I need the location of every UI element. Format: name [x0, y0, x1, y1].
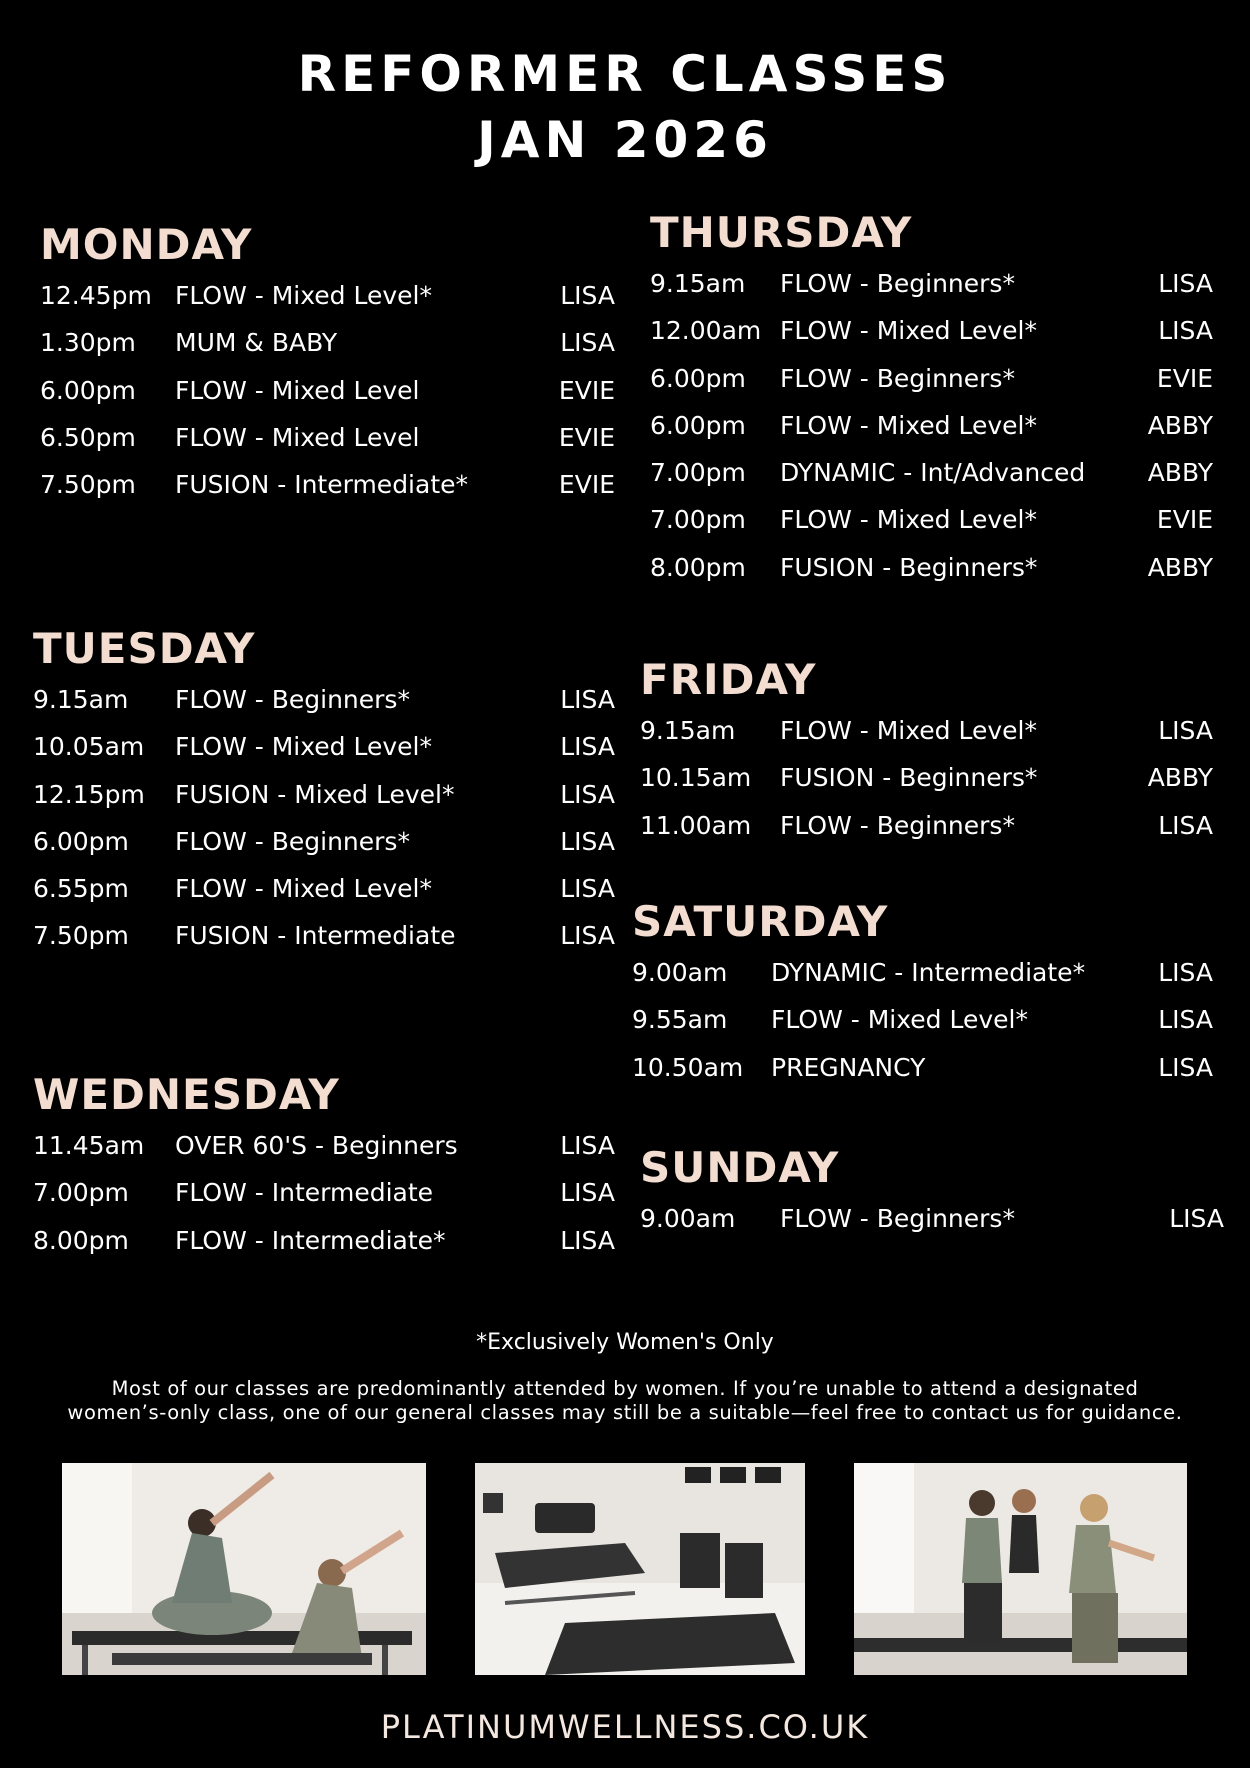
- day-monday: [40, 220, 615, 516]
- class-name: FLOW - Beginners*: [175, 826, 410, 856]
- day-tuesday: [33, 624, 615, 968]
- class-instructor: ABBY: [1147, 763, 1213, 793]
- day-name: THURSDAY: [650, 208, 913, 257]
- class-instructor: EVIE: [558, 470, 615, 500]
- day-thursday: [650, 208, 1213, 599]
- class-instructor: LISA: [560, 685, 615, 714]
- class-instructor: EVIE: [558, 422, 615, 452]
- pilates-side-stretch-photo: [62, 1463, 426, 1675]
- class-instructor: EVIE: [558, 375, 615, 405]
- class-instructor: ABBY: [1147, 552, 1213, 582]
- class-name: FUSION - Intermediate*: [175, 470, 469, 500]
- class-row: [650, 363, 1213, 410]
- class-instructor: LISA: [560, 1131, 615, 1160]
- class-instructor: LISA: [560, 328, 615, 358]
- class-time: 9.55am: [632, 1005, 728, 1035]
- class-name: FLOW - Mixed Level*: [780, 505, 1037, 535]
- class-name: PREGNANCY: [771, 1052, 926, 1082]
- class-name: FLOW - Mixed Level*: [175, 281, 432, 310]
- class-instructor: LISA: [560, 921, 615, 951]
- class-time: 8.00pm: [33, 1225, 129, 1255]
- class-time: 12.15pm: [33, 779, 145, 809]
- class-row: [33, 731, 615, 778]
- class-time: 1.30pm: [40, 328, 136, 358]
- class-instructor: LISA: [560, 874, 615, 904]
- class-row: [33, 873, 615, 920]
- class-row: [33, 920, 615, 967]
- class-instructor: LISA: [1169, 1204, 1224, 1233]
- class-time: 12.45pm: [40, 281, 152, 310]
- class-row: [33, 684, 615, 731]
- day-name: WEDNESDAY: [33, 1070, 340, 1119]
- class-name: FLOW - Mixed Level*: [780, 716, 1037, 745]
- day-friday: [640, 655, 1213, 857]
- class-row: [640, 1203, 1224, 1250]
- class-time: 8.00pm: [650, 552, 746, 582]
- disclaimer-text: Most of our classes are predominantly attended by women. If you’re unable to attend a designated women’s-only class, one of our general classes may still be a suitable—feel free to contact us for guidance.: [67, 1377, 1183, 1424]
- day-wednesday: [33, 1070, 615, 1272]
- class-time: 9.00am: [640, 1204, 736, 1233]
- class-instructor: ABBY: [1147, 458, 1213, 488]
- class-instructor: LISA: [560, 732, 615, 762]
- class-time: 9.15am: [650, 269, 746, 298]
- class-name: FLOW - Mixed Level: [175, 375, 420, 405]
- class-instructor: ABBY: [1147, 410, 1213, 440]
- class-name: DYNAMIC - Intermediate*: [771, 958, 1086, 987]
- class-row: [650, 315, 1213, 362]
- class-instructor: LISA: [560, 281, 615, 310]
- class-time: 6.00pm: [33, 826, 129, 856]
- class-row: [650, 410, 1213, 457]
- class-name: FUSION - Beginners*: [780, 552, 1038, 582]
- class-time: 9.00am: [632, 958, 728, 987]
- class-name: FLOW - Mixed Level*: [780, 316, 1037, 346]
- class-row: [640, 810, 1213, 857]
- class-instructor: LISA: [560, 1178, 615, 1208]
- website-url[interactable]: PLATINUMWELLNESS.CO.UK: [380, 1708, 870, 1746]
- class-instructor: LISA: [560, 1225, 615, 1255]
- class-name: FLOW - Mixed Level*: [780, 410, 1037, 440]
- class-row: [640, 715, 1213, 762]
- class-instructor: LISA: [1158, 316, 1213, 346]
- class-time: 10.05am: [33, 732, 145, 762]
- class-name: FLOW - Beginners*: [780, 269, 1015, 298]
- class-name: FLOW - Mixed Level: [175, 422, 420, 452]
- class-row: [650, 457, 1213, 504]
- class-row: [40, 375, 615, 422]
- class-instructor: LISA: [1158, 1052, 1213, 1082]
- class-name: FLOW - Beginners*: [780, 810, 1015, 840]
- class-time: 12.00am: [650, 316, 762, 346]
- class-name: FLOW - Beginners*: [175, 685, 410, 714]
- class-row: [33, 826, 615, 873]
- day-sunday: [640, 1143, 1224, 1250]
- class-time: 9.15am: [640, 716, 736, 745]
- class-instructor: EVIE: [1156, 505, 1213, 535]
- class-name: FUSION - Intermediate: [175, 921, 456, 951]
- class-time: 6.00pm: [40, 375, 136, 405]
- class-row: [40, 469, 615, 516]
- class-time: 6.00pm: [650, 410, 746, 440]
- class-row: [33, 779, 615, 826]
- class-instructor: LISA: [1158, 269, 1213, 298]
- class-name: FLOW - Mixed Level*: [771, 1005, 1028, 1035]
- class-row: [650, 504, 1213, 551]
- class-row: [650, 268, 1213, 315]
- class-instructor: LISA: [1158, 810, 1213, 840]
- class-instructor: LISA: [560, 826, 615, 856]
- class-time: 11.00am: [640, 810, 752, 840]
- class-row: [33, 1130, 615, 1177]
- class-time: 10.15am: [640, 763, 752, 793]
- class-row: [33, 1225, 615, 1272]
- day-name: MONDAY: [40, 220, 253, 269]
- class-row: [632, 1004, 1213, 1051]
- class-name: FUSION - Mixed Level*: [175, 779, 455, 809]
- class-instructor: LISA: [1158, 958, 1213, 987]
- class-row: [40, 280, 615, 327]
- class-name: FLOW - Mixed Level*: [175, 874, 432, 904]
- reformer-studio-photo: [475, 1463, 805, 1675]
- class-name: FLOW - Intermediate: [175, 1178, 434, 1208]
- class-row: [40, 422, 615, 469]
- class-time: 6.55pm: [33, 874, 129, 904]
- class-instructor: LISA: [560, 779, 615, 809]
- day-name: TUESDAY: [33, 624, 256, 673]
- class-time: 10.50am: [632, 1052, 744, 1082]
- class-row: [40, 327, 615, 374]
- class-time: 7.00pm: [650, 505, 746, 535]
- day-name: SATURDAY: [632, 897, 889, 946]
- class-time: 7.50pm: [33, 921, 129, 951]
- page-subtitle-month: JAN 2026: [477, 111, 773, 169]
- class-name: MUM & BABY: [175, 328, 338, 358]
- day-saturday: [632, 897, 1213, 1099]
- class-name: FLOW - Beginners*: [780, 1204, 1015, 1233]
- class-time: 7.00pm: [33, 1178, 129, 1208]
- class-name: FLOW - Mixed Level*: [175, 732, 432, 762]
- class-row: [640, 762, 1213, 809]
- class-time: 9.15am: [33, 685, 129, 714]
- class-name: FLOW - Intermediate*: [175, 1225, 446, 1255]
- class-instructor: LISA: [1158, 1005, 1213, 1035]
- class-name: DYNAMIC - Int/Advanced: [780, 458, 1086, 488]
- page-title: REFORMER CLASSES: [297, 45, 953, 103]
- class-row: [632, 957, 1213, 1004]
- class-time: 6.50pm: [40, 422, 136, 452]
- class-name: OVER 60'S - Beginners: [175, 1131, 458, 1160]
- class-time: 11.45am: [33, 1131, 145, 1160]
- class-row: [33, 1177, 615, 1224]
- class-instructor: EVIE: [1156, 363, 1213, 393]
- reformer-arm-exercise-photo: [854, 1463, 1187, 1675]
- class-name: FLOW - Beginners*: [780, 363, 1015, 393]
- day-name: FRIDAY: [640, 655, 817, 704]
- class-row: [632, 1052, 1213, 1099]
- class-time: 6.00pm: [650, 363, 746, 393]
- class-time: 7.00pm: [650, 458, 746, 488]
- class-row: [650, 552, 1213, 599]
- class-instructor: LISA: [1158, 716, 1213, 745]
- class-time: 7.50pm: [40, 470, 136, 500]
- footnote-women-only: *Exclusively Women's Only: [476, 1330, 774, 1355]
- day-name: SUNDAY: [640, 1143, 840, 1192]
- class-name: FUSION - Beginners*: [780, 763, 1038, 793]
